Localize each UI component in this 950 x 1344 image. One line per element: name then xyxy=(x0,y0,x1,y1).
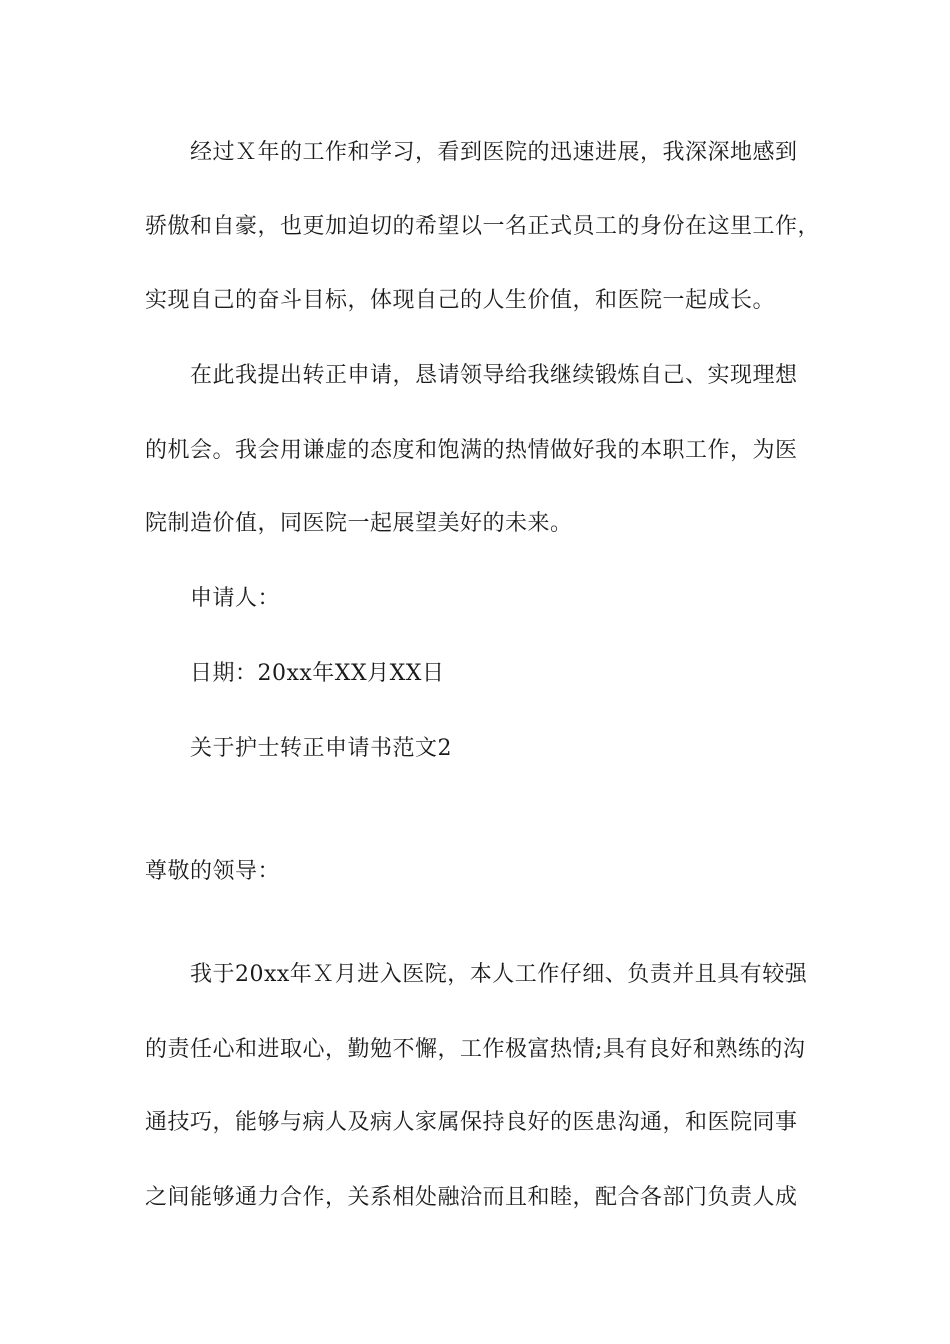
paragraph-2-line-3: 院制造价值，同医院一起展望美好的未来。 xyxy=(145,511,573,536)
paragraph-3-line-2: 的责任心和进取心，勤勉不懈，工作极富热情;具有良好和熟练的沟 xyxy=(145,1037,806,1062)
paragraph-3-line-3: 通技巧，能够与病人及病人家属保持良好的医患沟通，和医院同事 xyxy=(145,1110,798,1135)
next-section-title: 关于护士转正申请书范文2 xyxy=(190,736,452,761)
paragraph-3-line-1: 我于20xx年Ｘ月进入医院，本人工作仔细、负责并且具有较强 xyxy=(190,962,808,987)
paragraph-1-line-3: 实现自己的奋斗目标，体现自己的人生价值，和医院一起成长。 xyxy=(145,288,776,313)
paragraph-2-line-2: 的机会。我会用谦虚的态度和饱满的热情做好我的本职工作，为医 xyxy=(145,438,798,463)
paragraph-1-line-2: 骄傲和自豪，也更加迫切的希望以一名正式员工的身份在这里工作， xyxy=(145,214,821,239)
applicant-label: 申请人： xyxy=(190,586,281,611)
salutation: 尊敬的领导： xyxy=(145,859,281,884)
date-line: 日期：20xx年XX月XX日 xyxy=(190,661,445,686)
paragraph-1-line-1: 经过Ｘ年的工作和学习，看到医院的迅速进展，我深深地感到 xyxy=(190,140,798,165)
paragraph-3-line-4: 之间能够通力合作，关系相处融洽而且和睦，配合各部门负责人成 xyxy=(145,1185,798,1210)
paragraph-2-line-1: 在此我提出转正申请，恳请领导给我继续锻炼自己、实现理想 xyxy=(190,363,798,388)
